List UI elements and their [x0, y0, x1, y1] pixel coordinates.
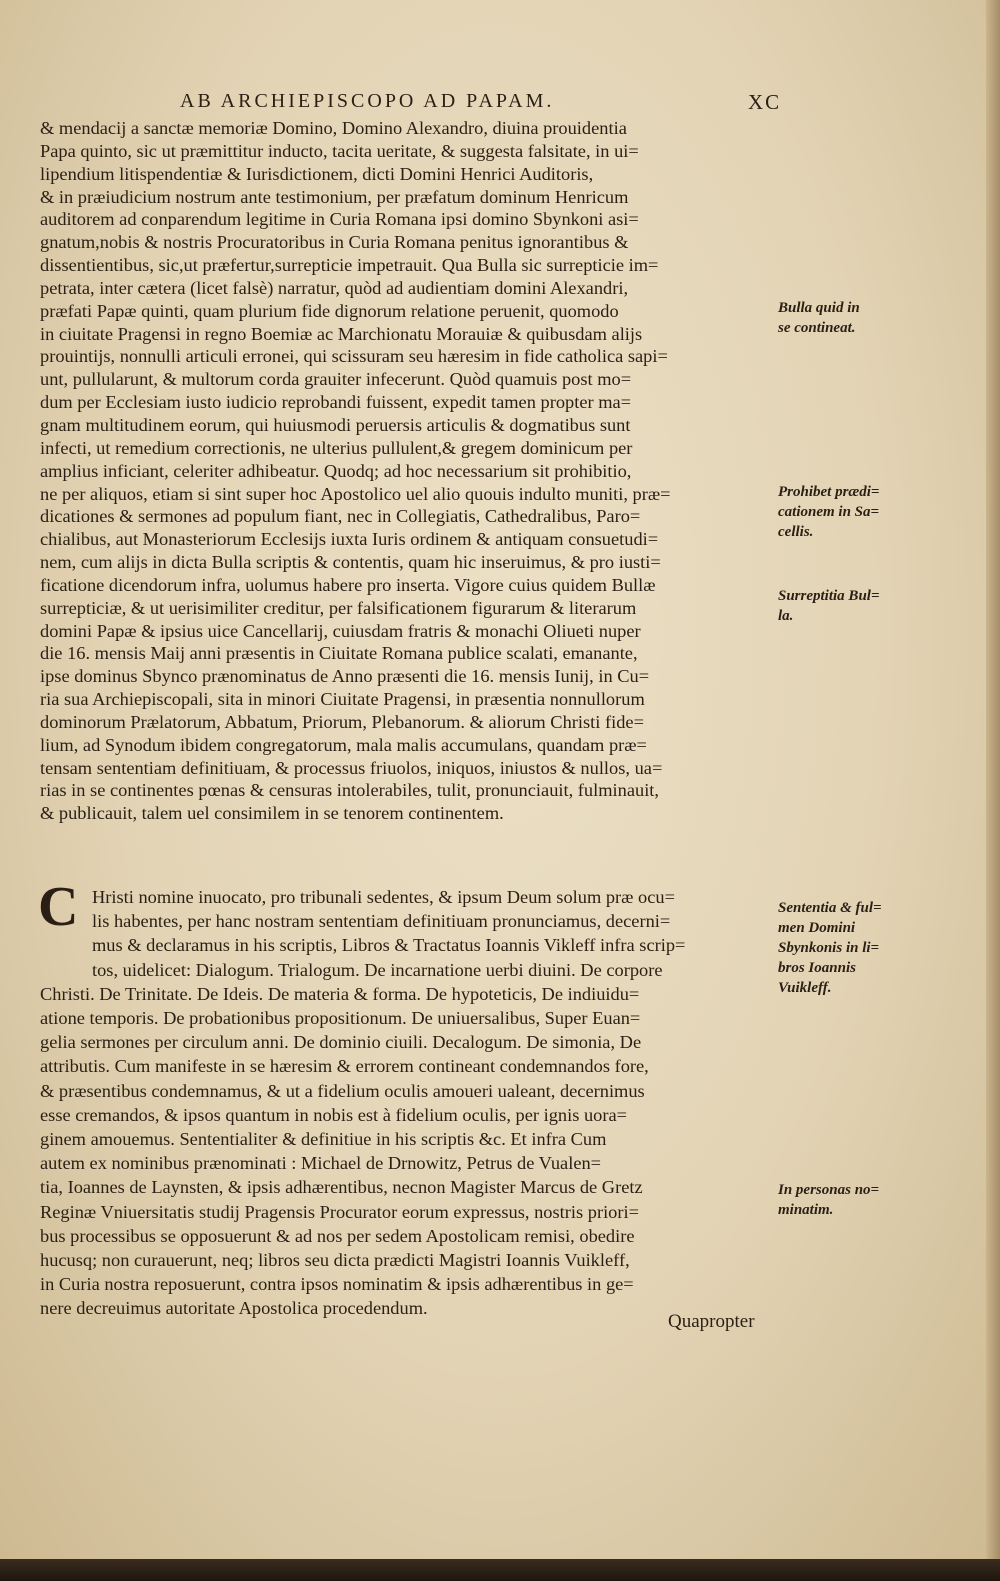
- text-line: die 16. mensis Maij anni præsentis in Ciuitate Romana publice scalati, emanante,: [40, 643, 638, 664]
- marginal-note-line: la.: [778, 608, 794, 624]
- text-line: mus & declaramus in his scriptis, Libros & Tractatus Ioannis Vikleff infra scrip=: [92, 935, 686, 956]
- text-line: ne per aliquos, etiam si sint super hoc Apostolico uel alio quouis indulto muniti, præ=: [40, 483, 671, 504]
- text-line: Reginæ Vniuersitatis studij Pragensis Procurator eorum expressus, nostris priori=: [40, 1201, 639, 1222]
- text-line: esse cremandos, & ipsos quantum in nobis est à fidelium oculis, per ignis uora=: [40, 1104, 628, 1125]
- text-line: & præsentibus condemnamus, & ut a fidelium oculis amoueri ualeant, decernimus: [40, 1080, 645, 1101]
- text-line: gnatum,nobis & nostris Procuratoribus in Curia Romana penitus ignorantibus &: [40, 232, 629, 253]
- marginal-note-line: Sententia & ful=: [778, 900, 882, 916]
- text-line: Papa quinto, sic ut præmittitur inducto, tacita ueritate, & suggesta falsitate, in ui=: [40, 140, 639, 161]
- marginal-note-line: Surreptitia Bul=: [778, 588, 880, 604]
- text-line: Hristi nomine inuocato, pro tribunali sedentes, & ipsum Deum solum præ ocu=: [92, 887, 675, 907]
- marginal-note-line: bros Ioannis: [778, 960, 856, 976]
- marginal-note-line: Sbynkonis in li=: [778, 940, 880, 956]
- text-line: gnam multitudinem eorum, qui huiusmodi peruersis articulis & dogmatibus sunt: [40, 414, 631, 435]
- text-line: & in præiudicium nostrum ante testimonium, per præfatum dominum Henricum: [40, 186, 629, 207]
- text-line: in ciuitate Pragensi in regno Boemiæ ac Marchionatu Morauiæ & quibusdam alijs: [40, 323, 643, 344]
- text-line: ipse dominus Sbynco prænominatus de Anno præsenti die 16. mensis Iunij, in Cu=: [40, 666, 650, 687]
- text-line: amplius inficiant, celeriter adhibeatur. Quodq; ad hoc necessarium sit prohibitio,: [40, 460, 632, 481]
- text-line: petrata, inter cætera (licet falsè) narratur, quòd ad audientiam domini Alexandri,: [40, 277, 629, 298]
- running-header: AB ARCHIEPISCOPO AD PAPAM.: [180, 90, 555, 112]
- page-edge-shadow: [986, 0, 1000, 1581]
- text-line: in Curia nostra reposuerunt, contra ipsos nominatim & ipsis adhærentibus in ge=: [40, 1274, 634, 1295]
- text-line: dominorum Prælatorum, Abbatum, Priorum, Plebanorum. & aliorum Christi fide=: [40, 711, 644, 732]
- text-line: dissentientibus, sic,ut præfertur,surrepticie impetrauit. Qua Bulla sic surrepticie im=: [40, 255, 659, 276]
- text-line: & publicauit, talem uel consimilem in se tenorem continentem.: [40, 803, 504, 824]
- text-line: lium, ad Synodum ibidem congregatorum, mala malis accumulans, quandam præ=: [40, 734, 647, 755]
- marginal-note-line: minatim.: [778, 1202, 834, 1218]
- sentence-paragraph: [38, 876, 775, 1321]
- marginal-note-line: Bulla quid in: [778, 300, 860, 316]
- text-line: tos, uidelicet: Dialogum. Trialogum. De incarnatione uerbi diuini. De corpore: [92, 959, 663, 980]
- text-line: nere decreuimus autoritate Apostolica procedendum.: [40, 1298, 428, 1319]
- marginal-note-personas: [778, 1180, 978, 1220]
- text-line: hucusq; non curauerunt, neq; libros seu dicta prædicti Magistri Ioannis Vuikleff,: [40, 1250, 630, 1271]
- text-line: atione temporis. De probationibus propositionum. De uniuersalibus, Super Euan=: [40, 1008, 641, 1029]
- marginal-note-prohibet: [778, 482, 978, 542]
- text-line: Christi. De Trinitate. De Ideis. De materia & forma. De hypoteticis, De indiuidu=: [40, 983, 640, 1004]
- marginal-note-surreptitia: [778, 586, 978, 626]
- text-line: tensam sententiam definitiuam, & processus friuolos, iniquos, iniustos & nullos, ua=: [40, 757, 663, 778]
- text-line: nem, cum alijs in dicta Bulla scriptis & contentis, quam hic inseruimus, & pro iusti=: [40, 552, 661, 573]
- text-line: lipendium litispendentiæ & Iurisdictionem, dicti Domini Henrici Auditoris,: [40, 163, 594, 184]
- page-bottom-edge: [0, 1559, 1000, 1581]
- text-line: dicationes & sermones ad populum fiant, nec in Collegiatis, Cathedralibus, Paro=: [40, 506, 641, 527]
- text-line: ginem amouemus. Sententialiter & definitiue in his scriptis &c. Et infra Cum: [40, 1129, 607, 1150]
- marginal-note-line: se contineat.: [778, 320, 856, 336]
- text-line: rias in se continentes pœnas & censuras intolerabiles, tulit, pronunciauit, fulminauit,: [40, 780, 660, 801]
- marginal-note-line: In personas no=: [778, 1182, 880, 1198]
- catchword: Quapropter: [668, 1311, 755, 1332]
- text-line: ficatione dicendorum infra, uolumus habere pro inserta. Vigore cuius quidem Bullæ: [40, 574, 656, 595]
- text-line: attributis. Cum manifeste in se hæresim & errorem contineant condemnandos fore,: [40, 1056, 649, 1077]
- text-line: auditorem ad conparendum legitime in Curia Romana ipsi domino Sbynkoni asi=: [40, 209, 639, 230]
- folio-number: XC: [748, 90, 782, 114]
- text-line: unt, pullularunt, & multorum corda grauiter infecerunt. Quòd quamuis post mo=: [40, 369, 632, 390]
- text-line: lis habentes, per hanc nostram sententiam definitiuam pronunciamus, decerni=: [92, 911, 671, 932]
- text-line: prouintijs, nonnulli articuli erronei, qui scissuram seu hæresim in fide catholica sapi=: [40, 346, 668, 367]
- text-line: tia, Ioannes de Laynsten, & ipsis adhærentibus, necnon Magister Marcus de Gretz: [40, 1177, 643, 1198]
- text-line: domini Papæ & ipsius uice Cancellarij, cuiusdam fratris & monachi Oliueti nuper: [40, 620, 641, 641]
- text-line: bus processibus se opposuerunt & ad nos per sedem Apostolicam remisi, obedire: [40, 1225, 635, 1246]
- marginal-note-line: Prohibet prædi=: [778, 484, 880, 500]
- text-line: surrepticiæ, & ut uerisimiliter creditur, per falsificationem figurarum & literarum: [40, 597, 637, 618]
- text-line: infecti, ut remedium correctionis, ne ulterius pullulent,& gregem dominicum per: [40, 437, 633, 458]
- marginal-note-bulla: [778, 298, 978, 338]
- marginal-note-line: cationem in Sa=: [778, 504, 880, 520]
- text-line: autem ex nominibus prænominati : Michael de Drnowitz, Petrus de Vualen=: [40, 1153, 602, 1174]
- marginal-note-line: cellis.: [778, 524, 814, 540]
- text-line: chialibus, aut Monasteriorum Ecclesijs iuxta Iuris ordinem & antiquam consuetudi=: [40, 529, 659, 550]
- marginal-note-sententia: [778, 898, 978, 998]
- marginal-note-line: Vuikleff.: [778, 980, 832, 996]
- text-line: dum per Ecclesiam iusto iudicio reprobandi fuissent, expedit tamen propter ma=: [40, 392, 632, 413]
- text-line: præfati Papæ quinti, quam plurium fide dignorum relatione peruenit, quomodo: [40, 300, 619, 321]
- drop-capital: C: [38, 876, 79, 938]
- marginal-note-line: men Domini: [778, 920, 856, 936]
- text-line: ria sua Archiepiscopali, sita in minori Ciuitate Pragensi, in præsentia nonnullorum: [40, 689, 645, 710]
- main-paragraph: [40, 117, 775, 825]
- text-line: gelia sermones per circulum anni. De dominio ciuili. Decalogum. De simonia, De: [40, 1032, 642, 1053]
- text-line: & mendacij a sanctæ memoriæ Domino, Domino Alexandro, diuina prouidentia: [40, 118, 627, 138]
